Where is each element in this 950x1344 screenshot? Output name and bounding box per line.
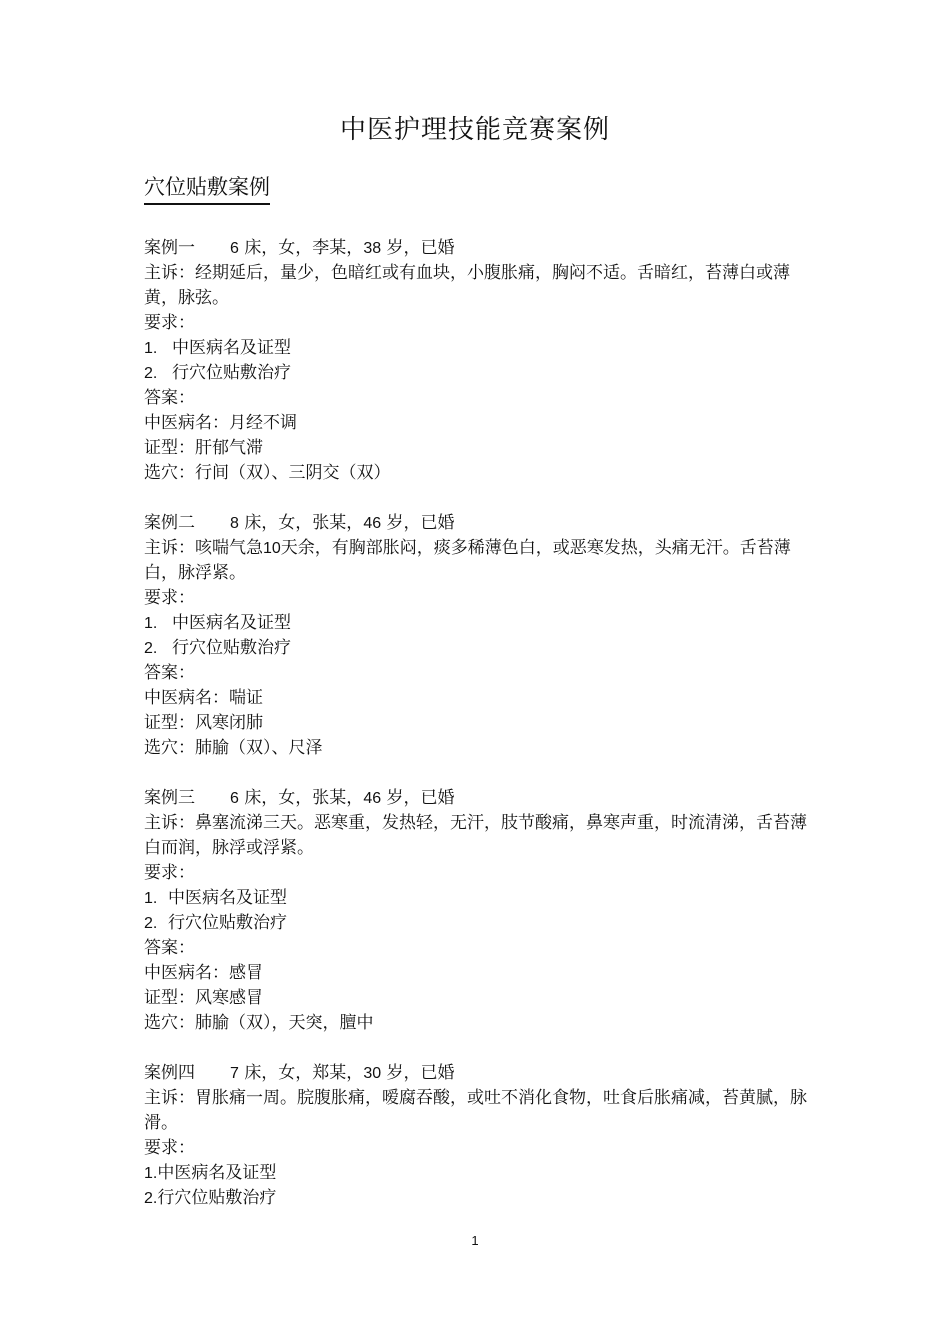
- bed-number: 6: [230, 240, 239, 257]
- complaint-duration: 10: [263, 540, 281, 557]
- requirement-item: [144, 361, 809, 386]
- case-header: [144, 786, 809, 811]
- chief-complaint: 主诉：经期延后，量少，色暗红或有血块，小腹胀痛，胸闷不适。舌暗红，苔薄白或薄黄，脉弦。: [144, 263, 790, 308]
- answer-acupoints: 选穴：行间（双）、三阴交（双）: [144, 463, 391, 483]
- requirement-item: [144, 886, 809, 911]
- patient-age: 30: [363, 1065, 382, 1082]
- case-label: 案例四: [144, 1063, 195, 1083]
- answer-label: 答案：: [144, 663, 195, 683]
- requirements-label: 要求：: [144, 1138, 195, 1158]
- page-number: 1: [471, 1233, 479, 1248]
- age-unit: 岁，已婚: [386, 788, 455, 808]
- bed-unit: 床，女，李某，: [244, 238, 364, 258]
- case-label: 案例三: [144, 788, 195, 808]
- complaint-start: 主诉：咳喘气急: [144, 538, 263, 558]
- case-label: 案例二: [144, 513, 195, 533]
- bed-number: 6: [230, 790, 239, 807]
- requirement-index: 2.: [144, 915, 158, 932]
- patient-age: 38: [363, 240, 382, 257]
- requirements-label: 要求：: [144, 863, 195, 883]
- document-title: 中医护理技能竞赛案例: [339, 115, 610, 145]
- requirement-index: 1.: [144, 340, 158, 357]
- age-unit: 岁，已婚: [386, 238, 455, 258]
- bed-number: 7: [230, 1065, 239, 1082]
- bed-unit: 床，女，张某，: [244, 513, 364, 533]
- requirement-index: 2.: [144, 640, 158, 657]
- bed-number: 8: [230, 515, 239, 532]
- requirement-text: 行穴位贴敷治疗: [157, 1188, 277, 1208]
- case-1: [144, 236, 809, 486]
- answer-syndrome: 证型：风寒闭肺: [144, 713, 263, 733]
- case-4: [144, 1061, 809, 1211]
- requirement-index: 1.: [144, 1165, 158, 1182]
- requirement-text: 行穴位贴敷治疗: [172, 363, 291, 383]
- chief-complaint: 主诉：鼻塞流涕三天。恶寒重，发热轻，无汗，肢节酸痛，鼻寒声重，时流清涕，舌苔薄白而润，脉浮或浮紧。: [144, 813, 807, 858]
- case-3: [144, 786, 809, 1036]
- requirement-text: 行穴位贴敷治疗: [172, 638, 291, 658]
- requirement-item: [144, 336, 809, 361]
- case-header: [144, 1061, 809, 1086]
- requirement-item: [144, 1161, 809, 1186]
- patient-age: 46: [363, 790, 382, 807]
- answer-disease: 中医病名：喘证: [144, 688, 263, 708]
- requirement-text: 中医病名及证型: [172, 338, 291, 358]
- requirements-label: 要求：: [144, 588, 195, 608]
- bed-unit: 床，女，郑某，: [244, 1063, 364, 1083]
- requirement-item: [144, 611, 809, 636]
- answer-syndrome: 证型：风寒感冒: [144, 988, 263, 1008]
- requirement-text: 中医病名及证型: [172, 613, 291, 633]
- age-unit: 岁，已婚: [386, 513, 455, 533]
- requirement-text: 行穴位贴敷治疗: [168, 913, 287, 933]
- answer-syndrome: 证型：肝郁气滞: [144, 438, 263, 458]
- requirements-label: 要求：: [144, 313, 195, 333]
- complaint-rest: 天余，有胸部胀闷，痰多稀薄色白，或恶寒发热，头痛无汗。舌苔薄白，脉浮紧。: [144, 538, 791, 583]
- requirement-text: 中医病名及证型: [168, 888, 287, 908]
- requirement-index: 1.: [144, 615, 158, 632]
- requirement-item: [144, 636, 809, 661]
- requirement-text: 中医病名及证型: [157, 1163, 277, 1183]
- case-header: [144, 511, 809, 536]
- requirement-item: [144, 1186, 809, 1211]
- answer-disease: 中医病名：月经不调: [144, 413, 297, 433]
- case-list: [144, 236, 809, 1236]
- requirement-index: 1.: [144, 890, 158, 907]
- answer-acupoints: 选穴：肺腧（双），天突，膻中: [144, 1013, 374, 1033]
- section-heading: 穴位贴敷案例: [144, 172, 270, 205]
- answer-acupoints: 选穴：肺腧（双）、尺泽: [144, 738, 323, 758]
- requirement-index: 2.: [144, 1190, 158, 1207]
- age-unit: 岁，已婚: [386, 1063, 455, 1083]
- requirement-index: 2.: [144, 365, 158, 382]
- case-header: [144, 236, 809, 261]
- answer-disease: 中医病名：感冒: [144, 963, 263, 983]
- patient-age: 46: [363, 515, 382, 532]
- requirement-item: [144, 911, 809, 936]
- bed-unit: 床，女，张某，: [244, 788, 364, 808]
- answer-label: 答案：: [144, 938, 195, 958]
- answer-label: 答案：: [144, 388, 195, 408]
- case-label: 案例一: [144, 238, 195, 258]
- chief-complaint: [144, 536, 809, 586]
- chief-complaint: 主诉：胃胀痛一周。脘腹胀痛，嗳腐吞酸，或吐不消化食物，吐食后胀痛减，苔黄腻，脉滑。: [144, 1088, 807, 1133]
- case-2: [144, 511, 809, 761]
